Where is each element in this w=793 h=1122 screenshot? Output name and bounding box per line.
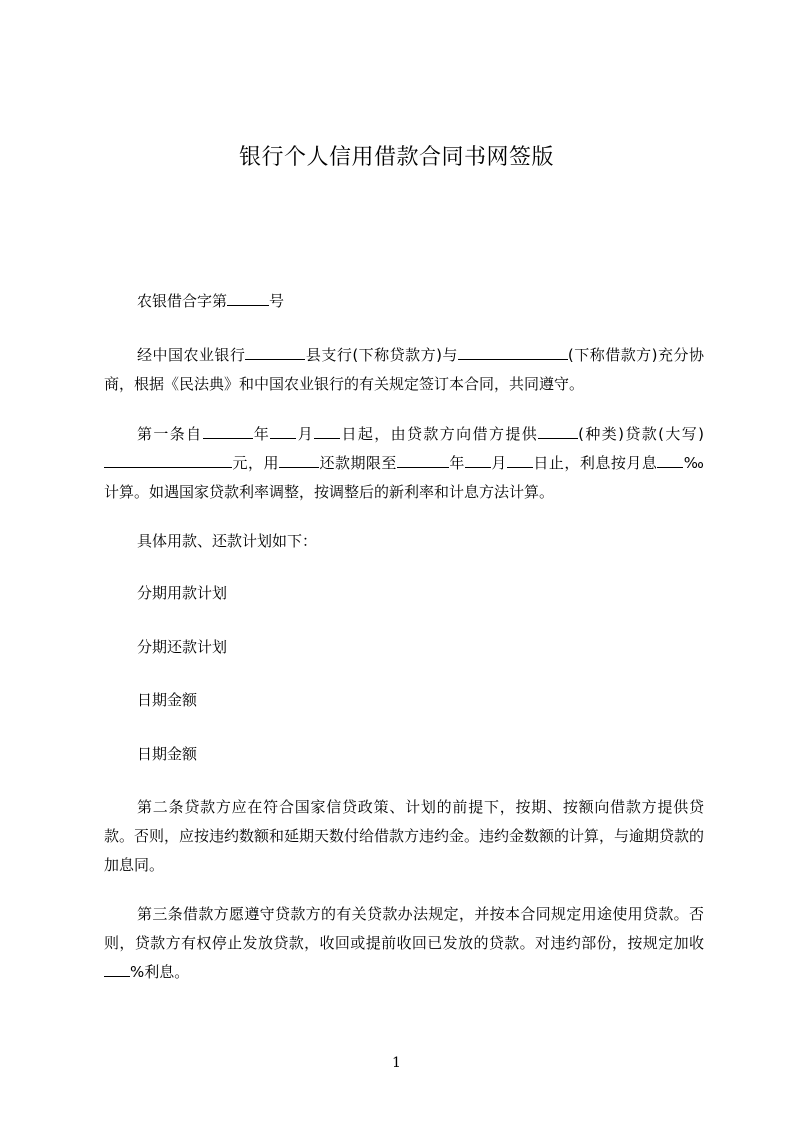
start-day-blank[interactable]: [314, 424, 340, 439]
intro-text-b: 县支行(下称贷款方)与: [305, 346, 458, 364]
contract-number-line: [104, 287, 704, 316]
page-number: 1: [392, 1055, 401, 1071]
draw-plan-label: 分期用款计划: [137, 584, 228, 602]
article-1-text-k: ‰计算。如遇国家贷款利率调整，按调整后的新利率和计息方法计算。: [104, 454, 704, 501]
penalty-rate-blank[interactable]: [104, 962, 130, 977]
loan-type-blank[interactable]: [538, 424, 578, 439]
date-amount-label-2: 日期金额: [137, 745, 198, 763]
article-1-paragraph: [104, 420, 704, 507]
article-1-text-j: 日止，利息按月息: [532, 454, 658, 472]
amount-words-blank[interactable]: [104, 453, 232, 468]
plan-heading: 具体用款、还款计划如下：: [137, 532, 318, 550]
end-year-blank[interactable]: [397, 453, 449, 468]
article-1-text-d: 日起，由贷款方向借方提供: [340, 425, 539, 443]
start-month-blank[interactable]: [270, 424, 296, 439]
intro-text-a: 经中国农业银行: [137, 346, 246, 364]
article-1-text-f: 元，用: [232, 454, 279, 472]
article-1-text-g: 还款期限至: [318, 454, 397, 472]
contract-number-prefix: 农银借合字第: [137, 292, 228, 310]
intro-text-c: (下称借款方)充分协商，根据《民法典》和中国农业银行的有关规定签订本合同，共同遵守。: [104, 346, 704, 393]
article-2-paragraph: 第二条贷款方应在符合国家信贷政策、计划的前提下，按期、按额向借款方提供贷款。否则，应按违约数额和延期天数付给借款方违约金。违约金数额的计算，与逾期贷款的加息同。: [104, 798, 705, 874]
contract-number-blank[interactable]: [227, 291, 269, 306]
article-3-text-b: %利息。: [130, 963, 190, 981]
article-1-text-e: (种类)贷款(大写): [578, 425, 704, 443]
start-year-blank[interactable]: [203, 424, 253, 439]
purpose-blank[interactable]: [279, 453, 319, 468]
article-1-text-b: 年: [252, 425, 271, 443]
branch-name-blank[interactable]: [245, 345, 305, 360]
end-month-blank[interactable]: [465, 453, 491, 468]
article-1-text-h: 年: [448, 454, 465, 472]
document-title: 银行个人信用借款合同书网签版: [238, 145, 554, 170]
article-3-paragraph: [104, 900, 704, 987]
article-1-text-a: 第一条自: [137, 425, 203, 443]
article-1-text-c: 月: [296, 425, 315, 443]
repay-plan-label: 分期还款计划: [137, 638, 228, 656]
end-day-blank[interactable]: [507, 453, 533, 468]
article-3-text-a: 第三条借款方愿遵守贷款方的有关贷款办法规定，并按本合同规定用途使用贷款。否则，贷款方有权停止发放贷款，收回或提前收回已发放的贷款。对违约部份，按规定加收: [104, 905, 704, 952]
intro-paragraph: [104, 341, 704, 399]
monthly-rate-blank[interactable]: [657, 453, 683, 468]
article-1-text-i: 月: [490, 454, 507, 472]
date-amount-label-1: 日期金额: [137, 691, 198, 709]
borrower-name-blank[interactable]: [458, 345, 568, 360]
contract-number-suffix: 号: [269, 292, 285, 310]
